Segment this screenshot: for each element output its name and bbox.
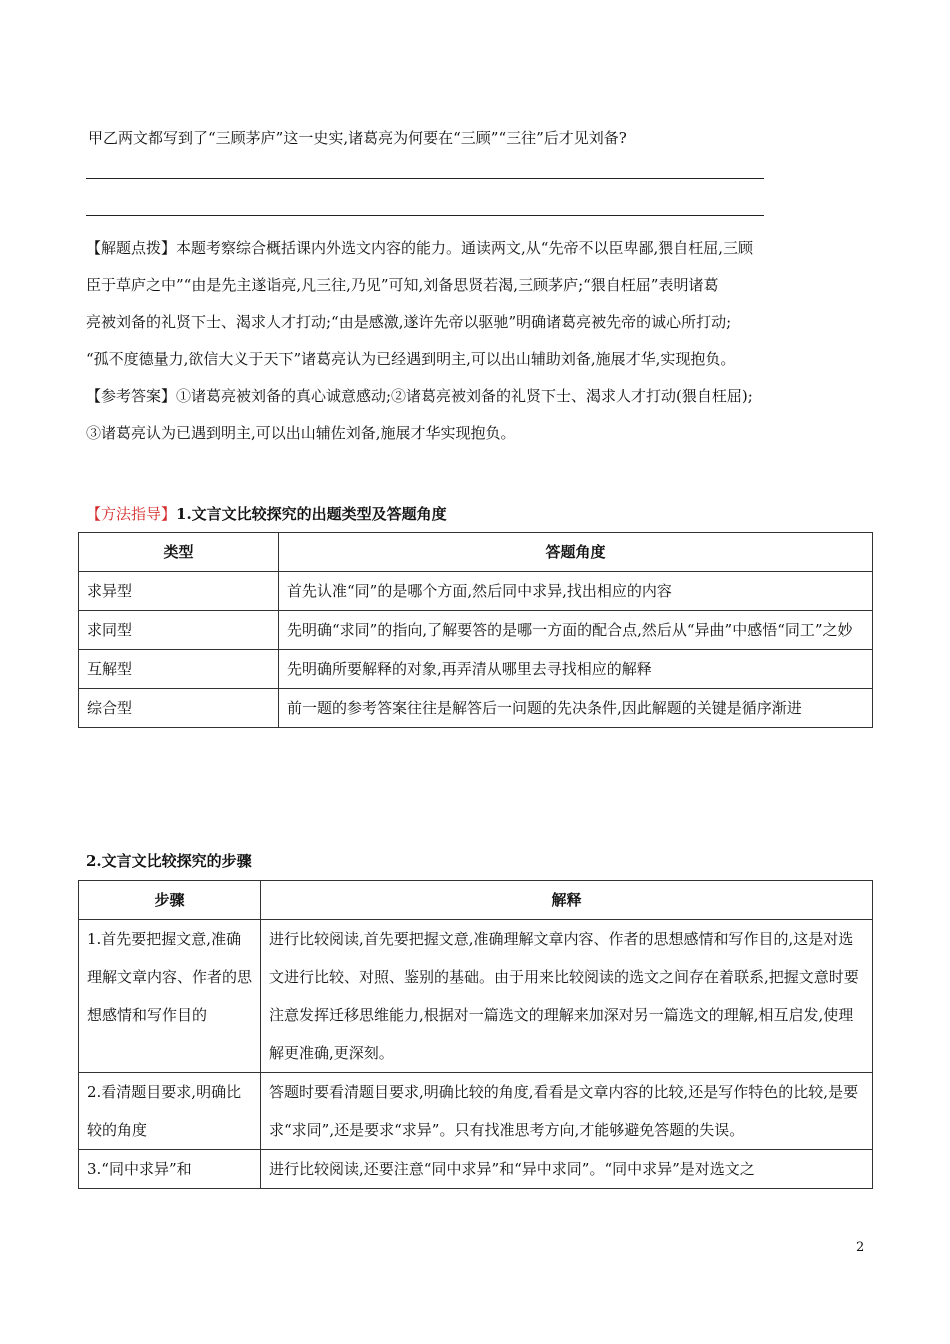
question-types-table <box>78 532 873 728</box>
angle-cell: 先明确“求同”的指向,了解要答的是哪一方面的配合点,然后从“异曲”中感悟“同工”之妙 <box>279 611 873 650</box>
answer-line-1: 【参考答案】①诸葛亮被刘备的真心诚意感动;②诸葛亮被刘备的礼贤下士、渴求人才打动(猥自枉屈); <box>86 387 753 405</box>
answer-line-2: ③诸葛亮认为已遇到明主,可以出山辅佐刘备,施展才华实现抱负。 <box>86 424 516 442</box>
table-row <box>79 572 873 611</box>
explanation-cell: 进行比较阅读,还要注意“同中求异”和“异中求同”。“同中求异”是对选文之 <box>261 1150 873 1189</box>
table-header-row <box>79 533 873 572</box>
answer-blank-line-2 <box>86 215 764 216</box>
table-row <box>79 920 873 1073</box>
table-row <box>79 689 873 728</box>
angle-cell: 首先认准“同”的是哪个方面,然后同中求异,找出相应的内容 <box>279 572 873 611</box>
page-number: 2 <box>856 1240 865 1255</box>
table-row <box>79 650 873 689</box>
header-type: 类型 <box>79 533 279 572</box>
angle-cell: 先明确所要解释的对象,再弄清从哪里去寻找相应的解释 <box>279 650 873 689</box>
question-text: 甲乙两文都写到了“三顾茅庐”这一史实,诸葛亮为何要在“三顾”“三往”后才见刘备? <box>88 129 627 147</box>
method-heading-1 <box>86 504 447 524</box>
header-angle: 答题角度 <box>279 533 873 572</box>
steps-table <box>78 880 873 1189</box>
step-cell: 1.首先要把握文意,准确理解文章内容、作者的思想感情和写作目的 <box>79 920 261 1073</box>
analysis-line-4: “孤不度德量力,欲信大义于天下”诸葛亮认为已经遇到明主,可以出山辅助刘备,施展才华,实现抱负。 <box>86 350 736 368</box>
angle-cell: 前一题的参考答案往往是解答后一问题的先决条件,因此解题的关键是循序渐进 <box>279 689 873 728</box>
step-cell: 3.“同中求异”和 <box>79 1150 261 1189</box>
table-row <box>79 1150 873 1189</box>
answer-blank-line-1 <box>86 178 764 179</box>
analysis-line-1: 【解题点拨】本题考察综合概括课内外选文内容的能力。通读两文,从“先帝不以臣卑鄙,猥自枉屈,三顾 <box>86 239 753 257</box>
table-row <box>79 1073 873 1150</box>
explanation-cell: 进行比较阅读,首先要把握文意,准确理解文章内容、作者的思想感情和写作目的,这是对选文进行比较、对照、鉴别的基础。由于用来比较阅读的选文之间存在着联系,把握文意时要注意发挥迁移思维能力,根据对一篇选文的理解来加深对另一篇选文的理解,相互启发,使理解更准确,更深刻。 <box>261 920 873 1073</box>
method-tag: 【方法指导】 <box>86 505 177 523</box>
explanation-cell: 答题时要看清题目要求,明确比较的角度,看看是文章内容的比较,还是写作特色的比较,是要求“求同”,还是要求“求异”。只有找准思考方向,才能够避免答题的失误。 <box>261 1073 873 1150</box>
method-title-2: 2.文言文比较探究的步骤 <box>86 852 252 870</box>
table-header-row <box>79 881 873 920</box>
type-cell: 互解型 <box>79 650 279 689</box>
type-cell: 求异型 <box>79 572 279 611</box>
header-step: 步骤 <box>79 881 261 920</box>
header-explanation: 解释 <box>261 881 873 920</box>
table-row <box>79 611 873 650</box>
type-cell: 综合型 <box>79 689 279 728</box>
analysis-line-2: 臣于草庐之中”“由是先主遂诣亮,凡三往,乃见”可知,刘备思贤若渴,三顾茅庐;“猥自枉屈”表明诸葛 <box>86 276 719 294</box>
type-cell: 求同型 <box>79 611 279 650</box>
method-title-1: 1.文言文比较探究的出题类型及答题角度 <box>176 505 447 523</box>
step-cell: 2.看清题目要求,明确比较的角度 <box>79 1073 261 1150</box>
analysis-line-3: 亮被刘备的礼贤下士、渴求人才打动;“由是感激,遂许先帝以驱驰”明确诸葛亮被先帝的诚心所打动; <box>86 313 732 331</box>
